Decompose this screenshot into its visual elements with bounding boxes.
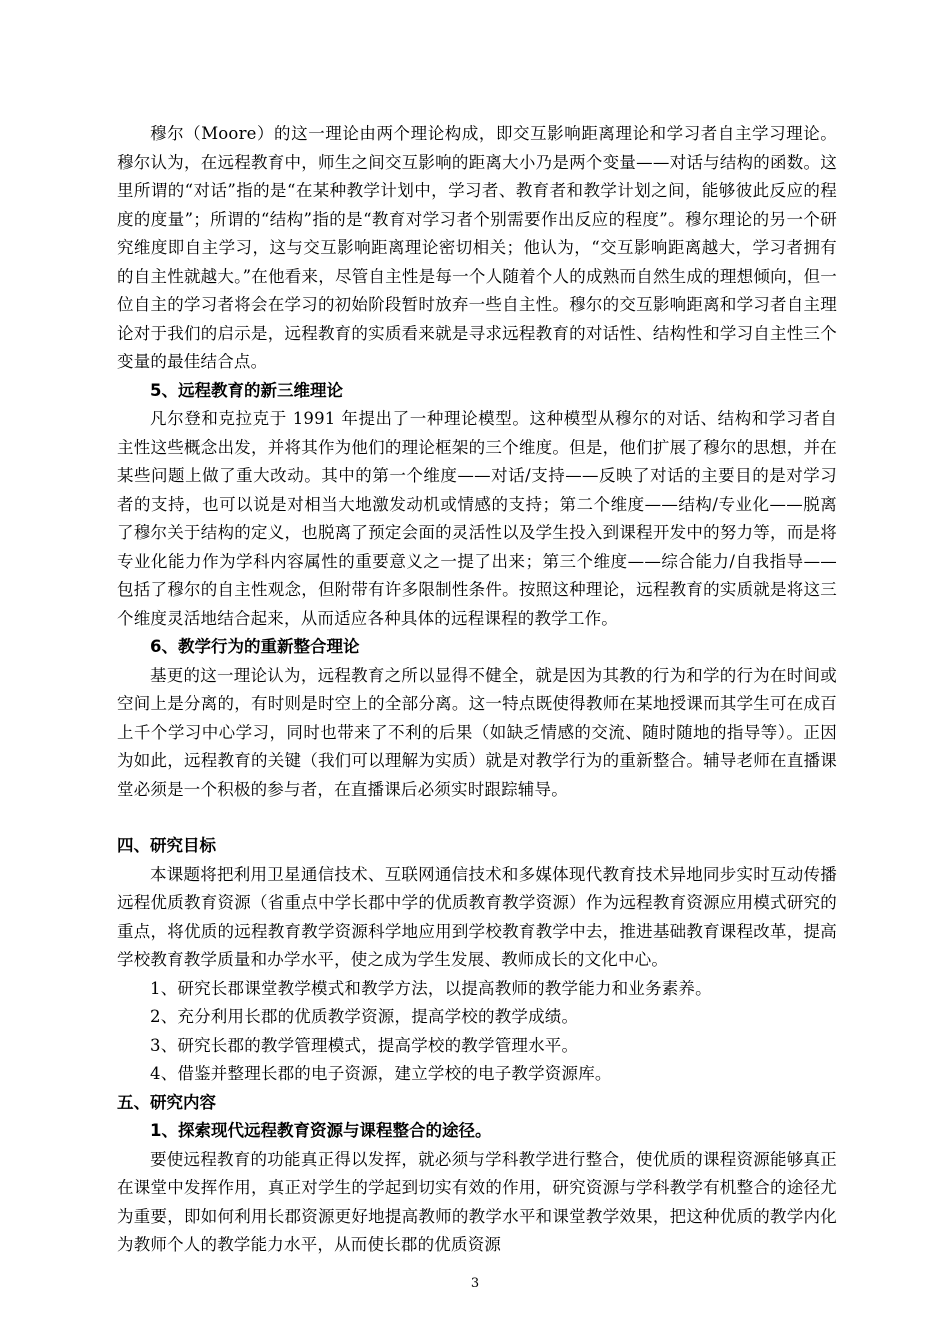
page-number: 3 <box>470 1276 480 1291</box>
heading-research-goals: 四、研究目标 <box>117 836 216 855</box>
section-spacer <box>117 804 837 832</box>
list-item-goal-1: 1、研究长郡课堂教学模式和教学方法，以提高教师的教学能力和业务素养。 <box>150 978 712 998</box>
heading-new-three-dimension-theory: 5、远程教育的新三维理论 <box>150 380 343 400</box>
paragraph-research-goals-intro: 本课题将把利用卫星通信技术、互联网通信技术和多媒体现代教育技术异地同步实时互动传播远程优质教育资源（省重点中学长郡中学的优质教育教学资源）作为远程教育资源应用模式研究的重点，将优质的远程教育教学资源科学地应用到学校教育教学中去，推进基础教育课程改革，提高学校教育教学质量和办学水平，使之成为学生发展、教师成长的文化中心。 <box>117 864 837 969</box>
paragraph-keegan-theory: 基更的这一理论认为，远程教育之所以显得不健全，就是因为其教的行为和学的行为在时间或空间上是分离的，有时则是时空上的全部分离。这一特点既使得教师在某地授课而其学生可在成百上千个学习中心学习，同时也带来了不利的后果（如缺乏情感的交流、随时随地的指导等）。正因为如此，远程教育的关键（我们可以理解为实质）就是对教学行为的重新整合。辅导老师在直播课堂必须是一个积极的参与者，在直播课后必须实时跟踪辅导。 <box>117 665 837 799</box>
heading-research-content: 五、研究内容 <box>117 1092 216 1112</box>
document-page <box>117 120 837 1260</box>
heading-reintegration-theory: 6、教学行为的重新整合理论 <box>150 637 360 656</box>
list-item-goal-3: 3、研究长郡的教学管理模式，提高学校的教学管理水平。 <box>150 1035 579 1055</box>
paragraph-verduin-clark-model: 凡尔登和克拉克于 1991 年提出了一种理论模型。这种模型从穆尔的对话、结构和学习者自主性这些概念出发，并将其作为他们的理论框架的三个维度。但是，他们扩展了穆尔的思想，并在某些问题上做了重大改动。其中的第一个维度——对话/支持——反映了对话的主要目的是对学习者的支持，也可以说是对相当大地激发动机或情感的支持；第二个维度——结构/专业化——脱离了穆尔关于结构的定义，也脱离了预定会面的灵活性以及学生投入到课程开发中的努力等，而是将专业化能力作为学科内容属性的重要意义之一提了出来；第三个维度——综合能力/自我指导——包括了穆尔的自主性观念，但附带有许多限制性条件。按照这种理论，远程教育的实质就是将这三个维度灵活地结合起来，从而适应各种具体的远程课程的教学工作。 <box>117 409 837 628</box>
heading-integration-approach: 1、探索现代远程教育资源与课程整合的途径。 <box>150 1121 492 1140</box>
list-item-goal-4: 4、借鉴并整理长郡的电子资源，建立学校的电子教学资源库。 <box>150 1064 612 1083</box>
paragraph-moore-theory: 穆尔（Moore）的这一理论由两个理论构成，即交互影响距离理论和学习者自主学习理论。穆尔认为，在远程教育中，师生之间交互影响的距离大小乃是两个变量——对话与结构的函数。这里所谓的“对话”指的是“在某种教学计划中，学习者、教育者和教学计划之间，能够彼此反应的程度的度量”；所谓的“结构”指的是“教育对学习者个别需要作出反应的程度”。穆尔理论的另一个研究维度即自主学习，这与交互影响距离理论密切相关；他认为，“交互影响距离越大，学习者拥有的自主性就越大。”在他看来，尽管自主性是每一个人随着个人的成熟而自然生成的理想倾向，但一位自主的学习者将会在学习的初始阶段暂时放弃一些自主性。穆尔的交互影响距离和学习者自主理论对于我们的启示是，远程教育的实质看来就是寻求远程教育的对话性、结构性和学习自主性三个变量的最佳结合点。 <box>117 124 837 371</box>
list-item-goal-2: 2、充分利用长郡的优质教学资源，提高学校的教学成绩。 <box>150 1007 579 1026</box>
paragraph-integration-approach: 要使远程教育的功能真正得以发挥，就必须与学科教学进行整合，使优质的课程资源能够真正在课堂中发挥作用，真正对学生的学起到切实有效的作用，研究资源与学科教学有机整合的途径尤为重要，即如何利用长郡资源更好地提高教师的教学水平和课堂教学效果，把这种优质的教学内化为教师个人的教学能力水平，从而使长郡的优质资源 <box>117 1149 837 1254</box>
